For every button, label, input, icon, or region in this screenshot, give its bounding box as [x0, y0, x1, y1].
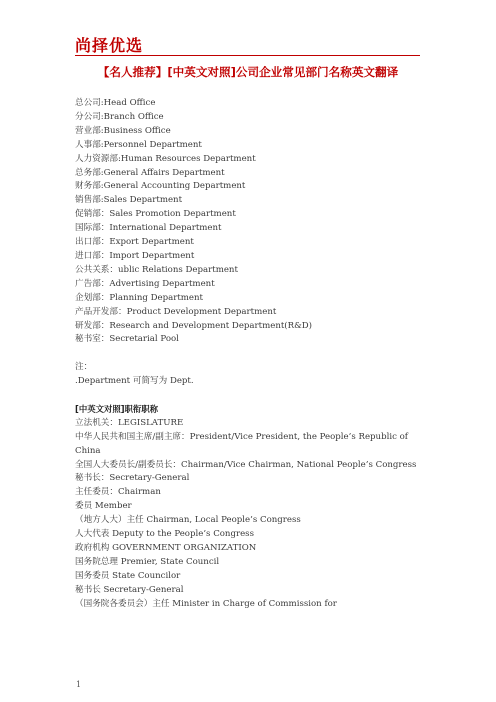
titles-list: [75, 417, 420, 612]
list-item: 人力资源部:Human Resources Department: [75, 153, 256, 164]
list-item: 进口部：Import Department: [75, 250, 195, 261]
list-item: 国务院总理 Premier, State Council: [75, 556, 220, 567]
list-item: 国际部：International Department: [75, 223, 222, 234]
document-body: [75, 97, 420, 612]
list-item: （地方人大）主任 Chairman, Local People’s Congress: [75, 515, 301, 526]
header-divider: [75, 55, 420, 56]
spacer: [75, 347, 420, 361]
list-item: 人大代表 Deputy to the People’s Congress: [75, 529, 254, 540]
list-item: 总务部:General Affairs Department: [75, 167, 225, 178]
list-item: 主任委员：Chairman: [75, 487, 161, 498]
list-item: 政府机构 GOVERNMENT ORGANIZATION: [75, 542, 257, 553]
list-item: 秘书长：Secretary-General: [75, 473, 190, 484]
list-item: 委员 Member: [75, 501, 132, 512]
list-item: 秘书室：Secretarial Pool: [75, 334, 179, 345]
list-item: 公共关系：ublic Relations Department: [75, 264, 238, 275]
spacer: [75, 389, 420, 403]
list-item: 财务部:General Accounting Department: [75, 181, 246, 192]
department-list: [75, 97, 420, 347]
list-item: 立法机关：LEGISLATURE: [75, 417, 184, 428]
list-item: 销售部:Sales Department: [75, 195, 183, 206]
document-title: 【名人推荐】[中英文对照]公司企业常见部门名称英文翻译: [97, 65, 399, 79]
list-item: 研发部：Research and Development Department(R&D): [75, 320, 313, 331]
list-item: 促销部：Sales Promotion Department: [75, 209, 236, 220]
brand-logo: 尚择优选: [75, 36, 144, 55]
list-item: 总公司:Head Office: [75, 98, 156, 108]
list-item: 企划部：Planning Department: [75, 292, 204, 303]
page-number: 1: [76, 680, 82, 689]
list-item: 中华人民共和国主席/副主席：President/Vice President, the People’s Republic of China: [75, 431, 408, 456]
list-item: 全国人大委员长/副委员长：Chairman/Vice Chairman, National People’s Congress: [75, 459, 417, 470]
note-text: .Department 可简写为 Dept.: [75, 376, 194, 387]
list-item: 秘书长 Secretary-General: [75, 584, 184, 595]
list-item: 分公司:Branch Office: [75, 111, 164, 122]
section-heading: [中英文对照]职衔职称: [75, 403, 159, 414]
note-label: 注：: [75, 362, 93, 373]
list-item: 营业部:Business Office: [75, 125, 171, 136]
list-item: 人事部:Personnel Department: [75, 139, 202, 150]
list-item: 出口部：Export Department: [75, 237, 194, 248]
list-item: 广告部：Advertising Department: [75, 278, 215, 289]
list-item: 国务委员 State Councilor: [75, 570, 181, 581]
list-item: （国务院各委员会）主任 Minister in Charge of Commission for: [75, 598, 337, 609]
list-item: 产品开发部：Product Development Department: [75, 306, 277, 317]
